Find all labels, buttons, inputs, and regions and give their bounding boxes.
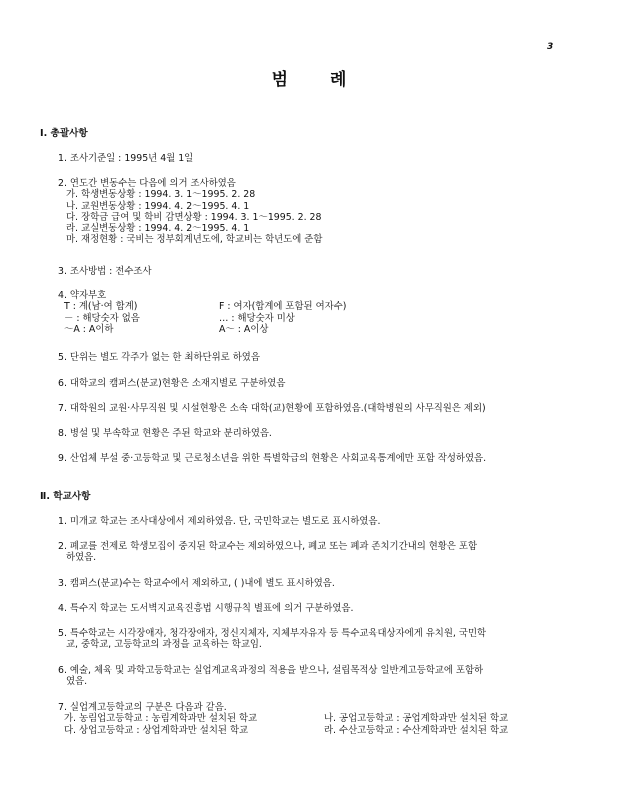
s2-item-6-line-2: 였음.: [66, 676, 88, 688]
section-2-heading: Ⅱ. 학교사항: [40, 491, 91, 502]
s2-item-2: [58, 541, 588, 564]
abbrev-row: [58, 313, 588, 324]
s1-item-2: [58, 178, 588, 246]
school-type-cell: 라. 수산고등학교 : 수산계학과만 설치된 학교: [324, 724, 509, 736]
s1-item-2-line: 다. 장학금 급여 및 학비 감면상황 : 1994. 3. 1～1995. 2. 28: [66, 211, 322, 223]
s2-item-6: [58, 665, 588, 688]
abbrev-cell: T : 계(남·여 합계): [64, 301, 138, 313]
school-type-cell: 가. 농림업고등학교 : 농림계학과만 설치된 학교: [64, 713, 258, 725]
s1-item-4: [58, 290, 588, 335]
s1-item-2-line: 라. 교실변동상황 : 1994. 4. 2～1995. 4. 1: [66, 223, 250, 235]
s1-item-7: 7. 대학원의 교원·사무직원 및 시설현황은 소속 대학(교)현황에 포함하였음.(대학병원의 사무직원은 제외): [58, 403, 486, 414]
s2-item-5-line-2: 교, 중학교, 고등학교의 과정을 교육하는 학교임.: [66, 639, 262, 651]
s2-item-2-line-1: 2. 폐교를 전제로 학생모집이 중지된 학교수는 제외하였으나, 폐교 또는 폐과 존치기간내의 현황은 포함: [58, 541, 477, 552]
abbrev-row: [58, 324, 588, 335]
abbrev-cell: － : 해당숫자 없음: [64, 312, 140, 324]
s2-item-4: 4. 특수지 학교는 도서벽지교육진흥법 시행규칙 별표에 의거 구분하였음.: [58, 603, 354, 614]
abbrev-cell: A～ : A이상: [219, 323, 269, 335]
abbrev-cell: F : 여자(합계에 포함된 여자수): [219, 301, 347, 313]
s2-item-3: 3. 캠퍼스(분교)수는 학교수에서 제외하고, ( )내에 별도 표시하였음.: [58, 578, 335, 589]
school-type-row: [58, 713, 588, 724]
s1-item-2-line: 나. 교원변동상황 : 1994. 4. 2～1995. 4. 1: [66, 200, 250, 212]
page-title: [0, 70, 618, 90]
abbrev-cell: … : 해당숫자 미상: [219, 312, 295, 324]
s2-item-1: 1. 미개교 학교는 조사대상에서 제외하였음. 단, 국민학교는 별도로 표시하였음.: [58, 516, 381, 527]
s1-item-8: 8. 병설 및 부속학교 현황은 주된 학교와 분리하였음.: [58, 428, 272, 439]
s1-item-3: 3. 조사방법 : 전수조사: [58, 266, 152, 277]
s2-item-7: [58, 702, 588, 736]
school-type-cell: 나. 공업고등학교 : 공업계학과만 설치된 학교: [324, 713, 509, 725]
s1-item-4-head: 4. 약자부호: [58, 290, 107, 301]
school-type-row: [58, 725, 588, 736]
school-type-cell: 다. 상업고등학교 : 상업계학과만 설치된 학교: [64, 724, 249, 736]
s1-item-9: 9. 산업체 부설 중·고등학교 및 근로청소년을 위한 특별학급의 현황은 사회교육통계에만 포함 작성하였음.: [58, 453, 487, 464]
abbrev-row: [58, 301, 588, 312]
s2-item-6-line-1: 6. 예술, 체육 및 과학고등학교는 실업계교육과정의 적용을 받으나, 설립목적상 일반계고등학교에 포함하: [58, 665, 484, 676]
abbrev-cell: ～A : A이하: [64, 323, 114, 335]
page-number: 3: [547, 42, 554, 52]
s2-item-5: [58, 628, 588, 651]
s1-item-6: 6. 대학교의 캠퍼스(분교)현황은 소재지별로 구분하였음: [58, 378, 286, 389]
s2-item-2-line-2: 하였음.: [66, 552, 97, 564]
title-part-2: 례: [330, 70, 347, 90]
s2-item-5-line-1: 5. 특수학교는 시각장애자, 청각장애자, 정신지체자, 지체부자유자 등 특수교육대상자에게 유치원, 국민학: [58, 628, 487, 639]
s1-item-2-line: 가. 학생변동상황 : 1994. 3. 1～1995. 2. 28: [66, 189, 256, 201]
s1-item-5: 5. 단위는 별도 각주가 없는 한 최하단위로 하였음: [58, 352, 260, 363]
s1-item-2-head: 2. 연도간 변동수는 다음에 의거 조사하였음: [58, 178, 236, 189]
title-part-1: 범: [271, 70, 288, 90]
s1-item-2-line: 마. 재정현황 : 국비는 정부회계년도에, 학교비는 학년도에 준함: [66, 234, 323, 246]
section-1-heading: Ⅰ. 총괄사항: [40, 128, 88, 139]
s1-item-1: 1. 조사기준일 : 1995년 4월 1일: [58, 153, 194, 164]
s2-item-7-head: 7. 실업계고등학교의 구분은 다음과 같음.: [58, 702, 227, 713]
